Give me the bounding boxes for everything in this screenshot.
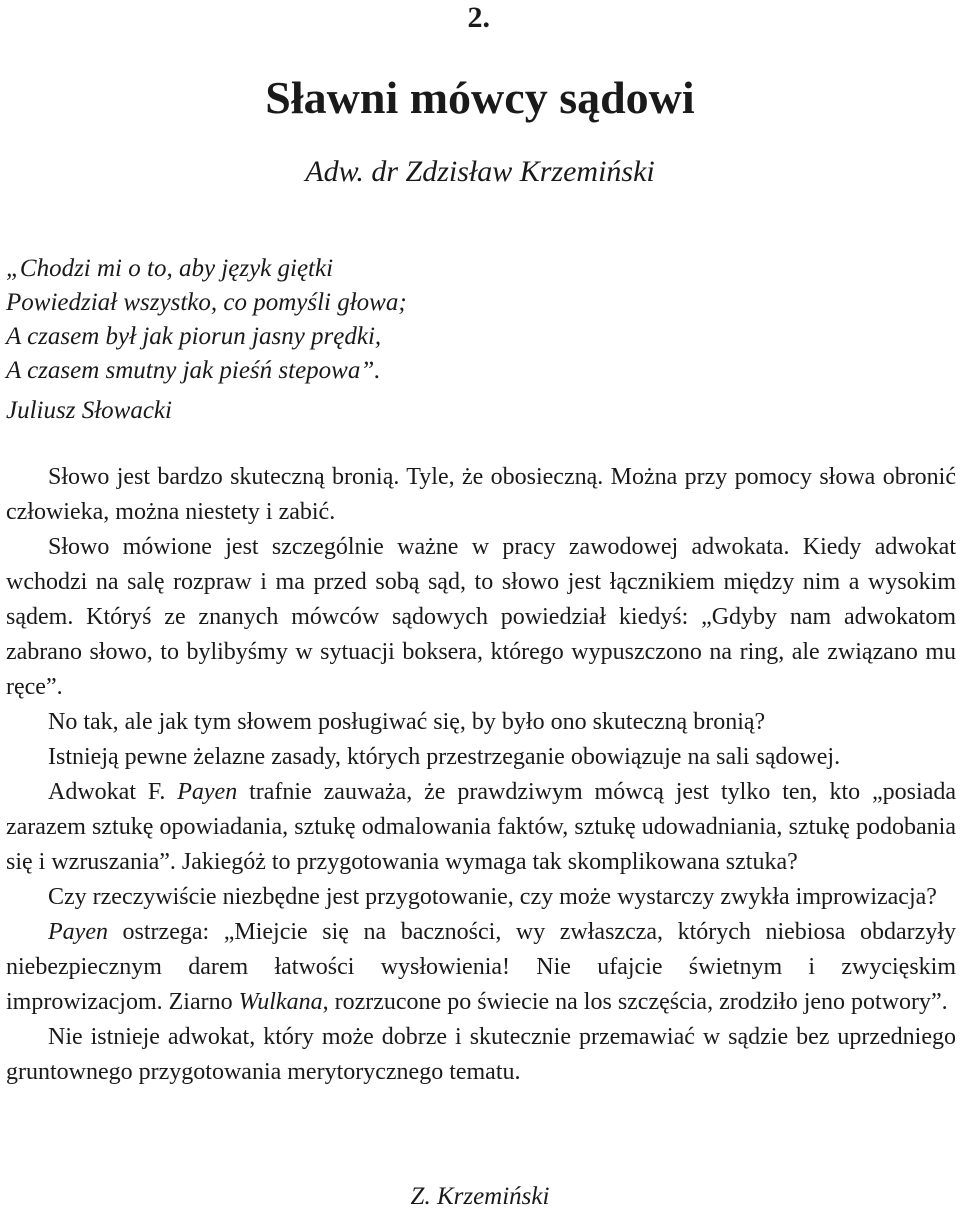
epigraph-line: A czasem był jak piorun jasny prędki,	[6, 323, 382, 350]
emphasis: Payen	[48, 919, 108, 945]
epigraph-line: A czasem smutny jak pieśń stepowa”.	[6, 357, 381, 384]
epigraph	[6, 252, 906, 428]
article-body	[6, 460, 956, 1090]
epigraph-line: Powiedział wszystko, co pomyśli głowa;	[6, 289, 407, 316]
epigraph-line: „Chodzi mi o to, aby język giętki	[6, 255, 334, 282]
paragraph: Czy rzeczywiście niezbędne jest przygotowanie, czy może wystarczy zwykła improwizacja?	[48, 884, 937, 910]
emphasis: Payen	[177, 779, 238, 805]
paragraph-text: trafnie zauważa, że prawdziwym mówcą jest tylko ten, kto „posiada zarazem sztukę opowiadania, sztukę odmalowania faktów, sztukę udowadniania, sztukę podobania się i wzruszania”. Jakiegóż to przygotowania wymaga tak skomplikowana sztuka?	[6, 779, 956, 875]
paragraph-text: Adwokat F.	[48, 779, 178, 805]
paragraph: Nie istnieje adwokat, który może dobrze i skutecznie przemawiać w sądzie bez uprzedniego gruntownego przygotowania merytorycznego tematu.	[6, 1024, 956, 1085]
chapter-number: 2.	[467, 1, 490, 34]
paragraph: No tak, ale jak tym słowem posługiwać się, by było ono skuteczną bronią?	[48, 709, 766, 735]
emphasis: Wulkana	[238, 989, 323, 1015]
paragraph: Słowo mówione jest szczególnie ważne w pracy zawodowej adwokata. Kiedy adwokat wchodzi na salę rozpraw i ma przed sobą sąd, to słowo jest łącznikiem między nim a wysokim sądem. Któryś ze znanych mówców sądowych powiedział kiedyś: „Gdyby nam adwokatom zabrano słowo, to bylibyśmy w sytuacji boksera, którego wypuszczono na ring, ale związano mu ręce”.	[6, 534, 956, 700]
signature: Z. Krzemiński	[410, 1183, 550, 1210]
paragraph: Słowo jest bardzo skuteczną bronią. Tyle, że obosieczną. Można przy pomocy słowa obronić człowieka, można niestety i zabić.	[6, 464, 956, 525]
chapter-title: Sławni mówcy sądowi	[265, 72, 695, 123]
paragraph	[6, 915, 956, 1020]
paragraph-text: , rozrzucone po świecie na los szczęścia, zrodziło jeno potwory”.	[322, 989, 948, 1015]
paragraph-text: ostrzega: „Miejcie się na baczności, wy zwłaszcza, których niebiosa obdarzyły niebezpiecznym darem łatwości wysłowienia! Nie ufajcie świetnym i zwycięskim improwizacjom. Ziarno	[6, 919, 956, 1015]
paragraph: Istnieją pewne żelazne zasady, których przestrzeganie obowiązuje na sali sądowej.	[48, 744, 841, 770]
author-line: Adw. dr Zdzisław Krzemiński	[305, 155, 655, 188]
epigraph-source: Juliusz Słowacki	[6, 397, 172, 424]
paragraph	[6, 775, 956, 880]
